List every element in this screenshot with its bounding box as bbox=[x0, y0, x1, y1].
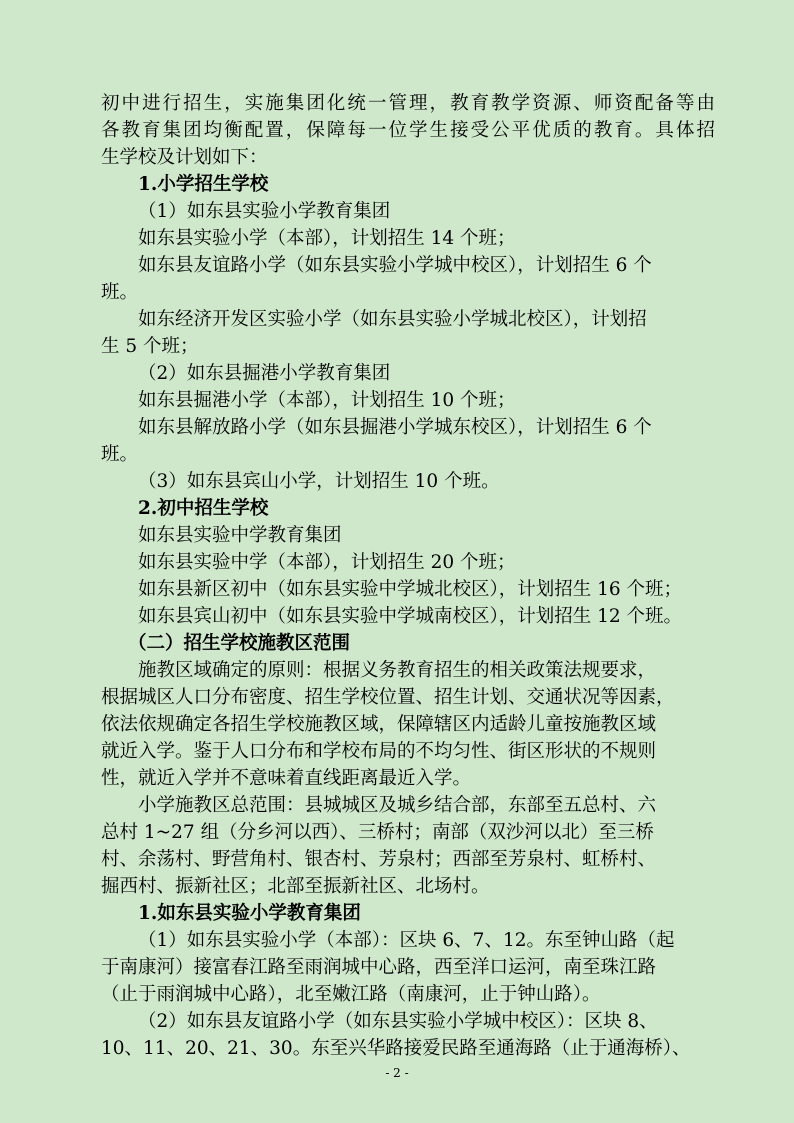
text-line: 初中进行招生，实施集团化统一管理，教育教学资源、师资配备等由 bbox=[101, 93, 715, 114]
text-line: 掘西村、振新社区；北部至振新社区、北场村。 bbox=[101, 876, 490, 897]
text-line: 于南康河）接富春江路至雨润城中心路，西至洋口运河，南至珠江路 bbox=[101, 957, 657, 978]
text-line: 各教育集团均衡配置，保障每一位学生接受公平优质的教育。具体招 bbox=[101, 120, 715, 141]
text-line: 如东县宾山初中（如东县实验中学城南校区），计划招生 12 个班。 bbox=[138, 606, 683, 627]
text-line: 如东县新区初中（如东县实验中学城北校区），计划招生 16 个班； bbox=[138, 579, 683, 600]
section-heading: 2.初中招生学校 bbox=[138, 498, 269, 519]
text-line: （2）如东县掘港小学教育集团 bbox=[138, 363, 391, 384]
text-line: 如东县友谊路小学（如东县实验小学城中校区），计划招生 6 个 bbox=[138, 255, 652, 276]
text-line: 如东县掘港小学（本部），计划招生 10 个班； bbox=[138, 390, 516, 411]
text-line: 生学校及计划如下： bbox=[101, 147, 268, 168]
text-line: 如东县实验中学（本部），计划招生 20 个班； bbox=[138, 552, 516, 573]
section-heading: 1.如东县实验小学教育集团 bbox=[138, 903, 361, 924]
section-heading: （二）招生学校施教区范围 bbox=[128, 633, 351, 654]
text-line: 依法依规确定各招生学校施教区域，保障辖区内适龄儿童按施教区域 bbox=[101, 714, 657, 735]
text-line: 如东县解放路小学（如东县掘港小学城东校区），计划招生 6 个 bbox=[138, 417, 652, 438]
text-line: （1）如东县实验小学（本部）：区块 6、7、12。东至钟山路（起 bbox=[138, 930, 675, 951]
text-line: 如东经济开发区实验小学（如东县实验小学城北校区），计划招 bbox=[138, 309, 647, 330]
page-number: - 2 - bbox=[385, 1066, 409, 1080]
text-line: 如东县实验小学（本部），计划招生 14 个班； bbox=[138, 228, 516, 249]
text-line: 小学施教区总范围：县城城区及城乡结合部，东部至五总村、六 bbox=[138, 795, 657, 816]
text-line: 班。 bbox=[101, 444, 139, 465]
text-line: （止于雨润城中心路），北至嫩江路（南康河，止于钟山路）。 bbox=[101, 984, 601, 1005]
text-line: 施教区域确定的原则：根据义务教育招生的相关政策法规要求， bbox=[138, 660, 657, 681]
text-line: （1）如东县实验小学教育集团 bbox=[138, 201, 391, 222]
text-line: 根据城区人口分布密度、招生学校位置、招生计划、交通状况等因素， bbox=[101, 687, 675, 708]
text-line: 总村 1~27 组（分乡河以西）、三桥村；南部（双沙河以北）至三桥 bbox=[101, 822, 654, 843]
text-line: 性，就近入学并不意味着直线距离最近入学。 bbox=[101, 768, 472, 789]
text-line: 班。 bbox=[101, 282, 139, 303]
text-line: 生 5 个班； bbox=[101, 336, 199, 357]
text-line: （3）如东县宾山小学，计划招生 10 个班。 bbox=[138, 471, 500, 492]
text-line: 就近入学。鉴于人口分布和学校布局的不均匀性、街区形状的不规则 bbox=[101, 741, 657, 762]
text-line: （2）如东县友谊路小学（如东县实验小学城中校区）：区块 8、 bbox=[138, 1011, 658, 1032]
section-heading: 1.小学招生学校 bbox=[138, 174, 269, 195]
text-line: 村、余荡村、野营角村、银杏村、芳泉村；西部至芳泉村、虹桥村、 bbox=[101, 849, 657, 870]
text-line: 如东县实验中学教育集团 bbox=[138, 525, 342, 546]
text-line: 10、11、20、21、30。东至兴华路接爱民路至通海路（止于通海桥）、 bbox=[101, 1038, 691, 1059]
